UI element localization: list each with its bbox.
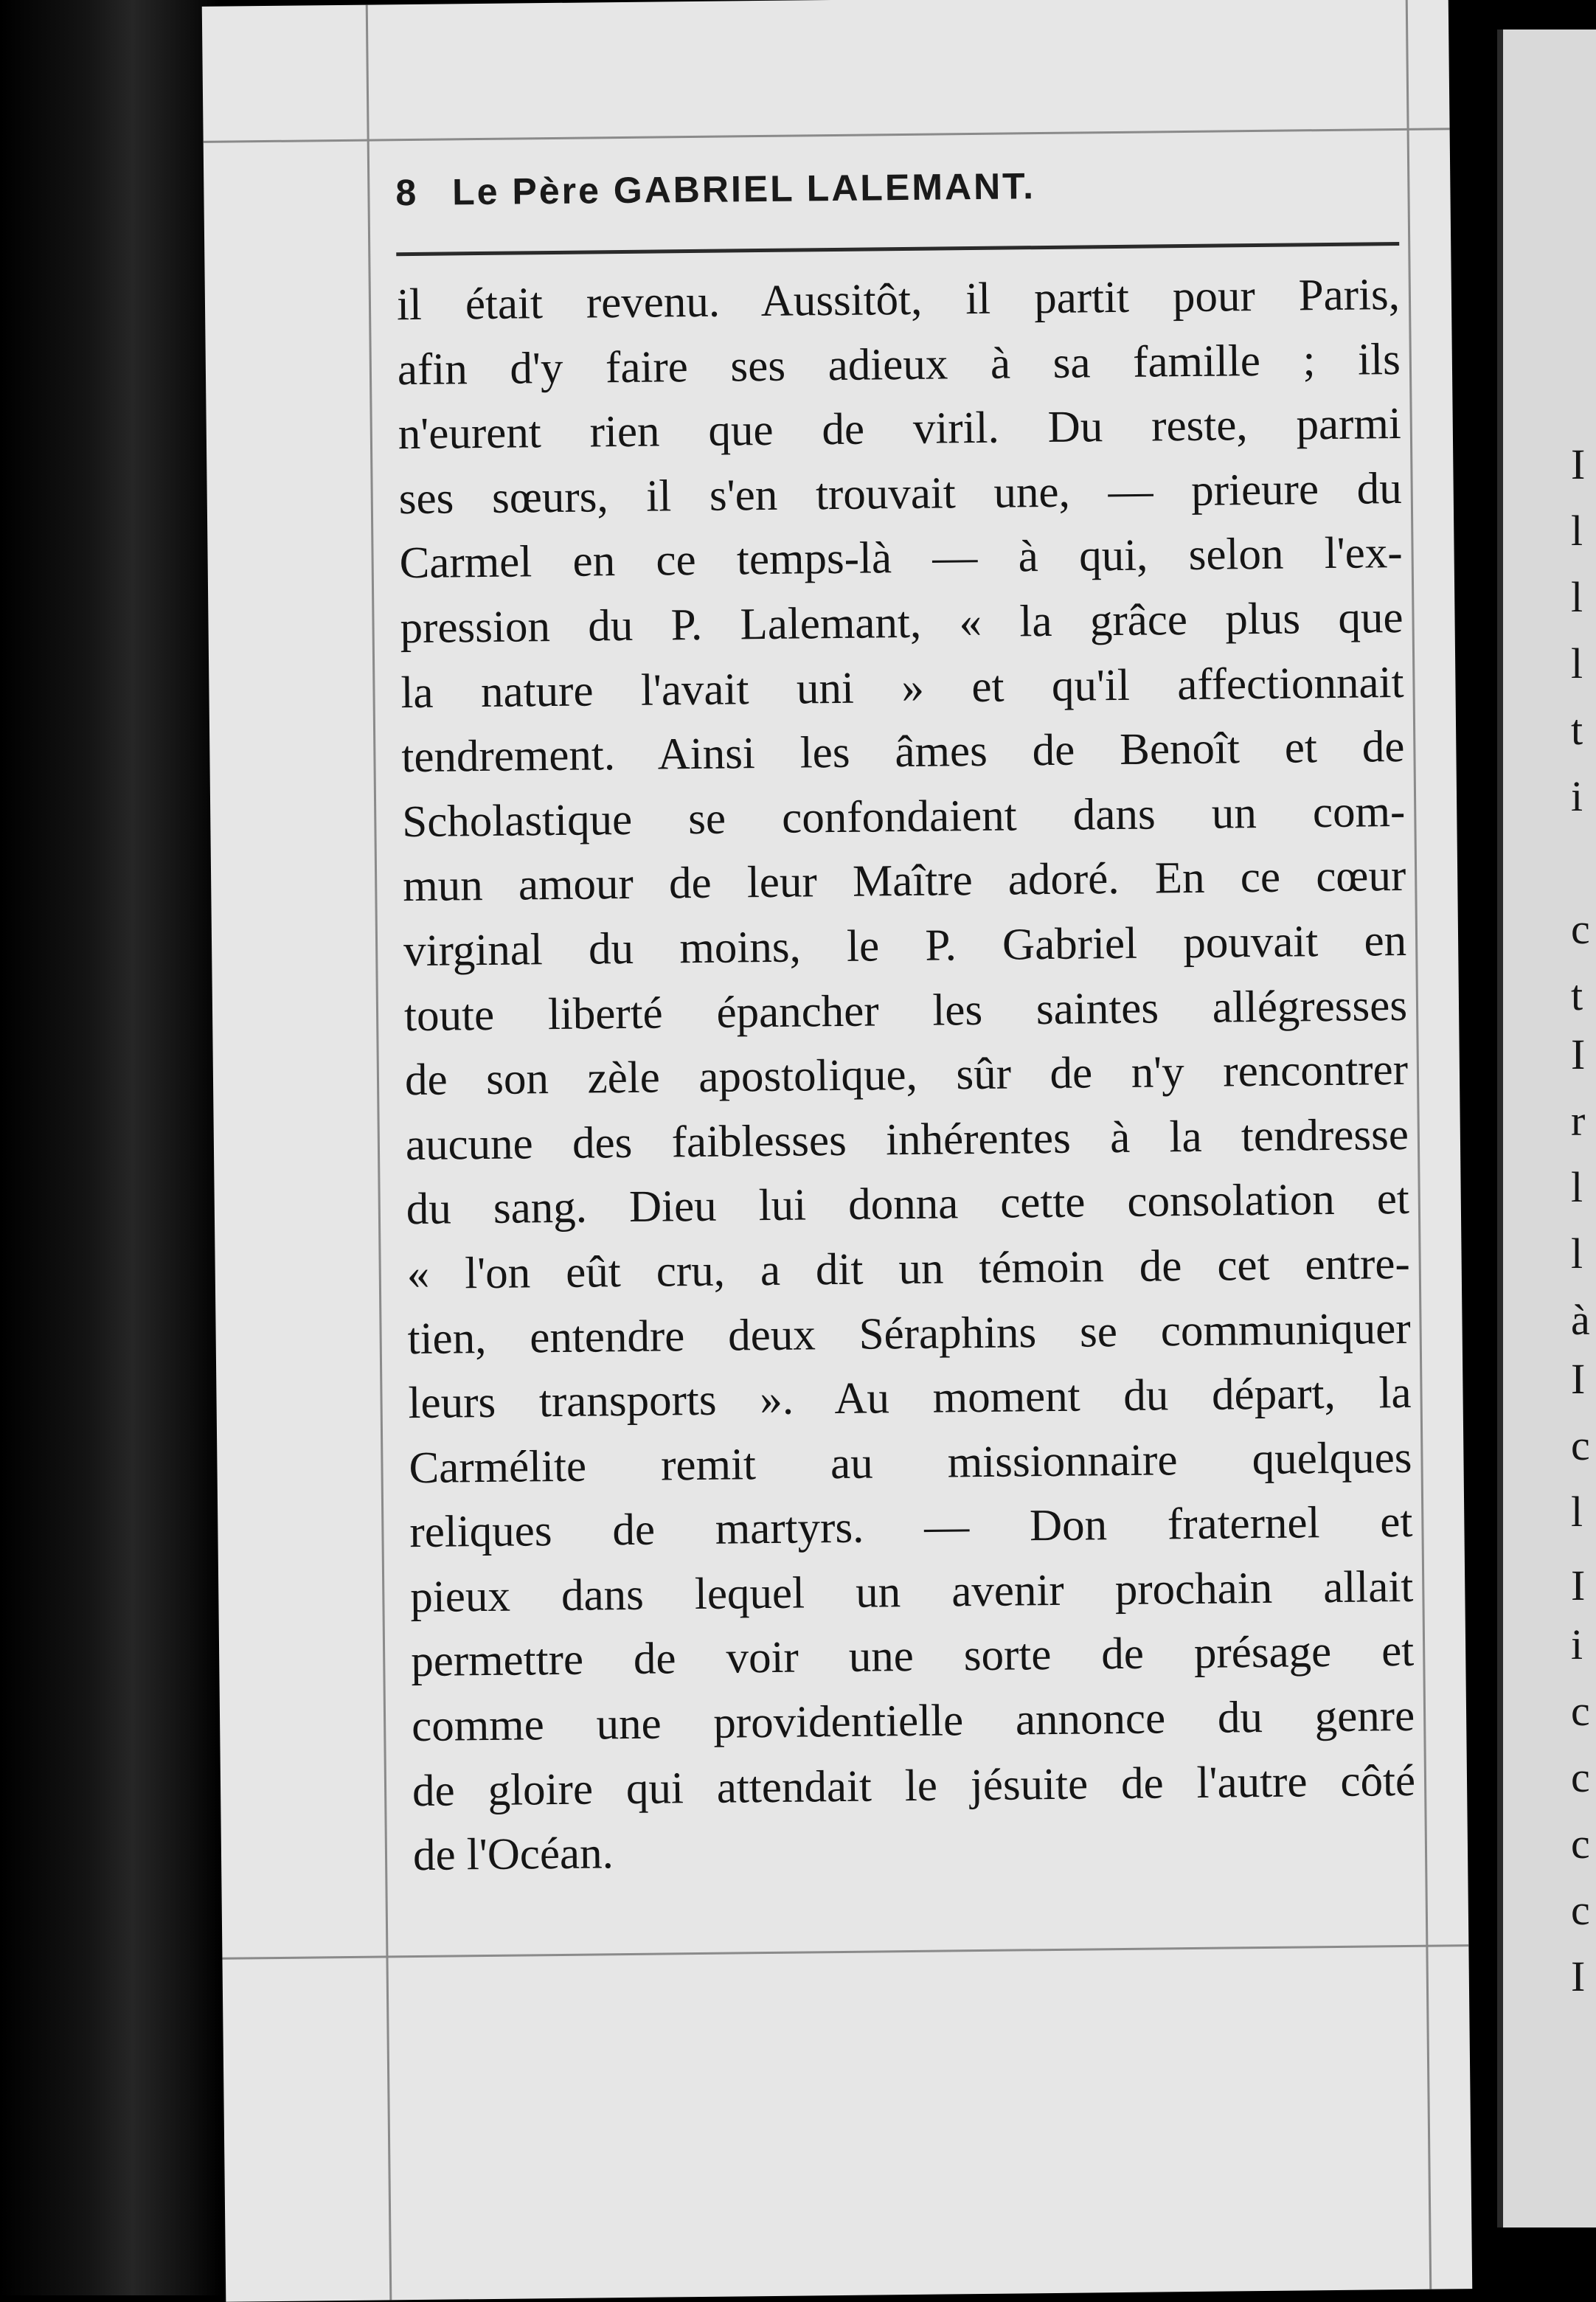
text-line: mun amour de leur Maître adoré. En ce cœur <box>402 851 1406 912</box>
text-line: reliques de martyrs. — Don fraternel et <box>409 1497 1413 1558</box>
text-line: Carmélite remit au missionnaire quelques <box>409 1432 1412 1493</box>
text-line: aucune des faiblesses inhérentes à la tendresse <box>405 1109 1409 1170</box>
facing-page-letter: c <box>1571 1820 1590 1868</box>
facing-page-letter: I <box>1571 1561 1586 1609</box>
facing-page-letter: l <box>1571 639 1583 687</box>
facing-page-letter: t <box>1571 971 1583 1019</box>
text-line: tien, entendre deux Séraphins se communiquer <box>407 1303 1411 1364</box>
facing-page-letter: I <box>1571 1030 1586 1078</box>
facing-page-letter: r <box>1571 1097 1586 1145</box>
facing-page-letter: I <box>1571 440 1586 488</box>
page-number: 8 <box>395 171 419 214</box>
text-line: toute liberté épancher les saintes allégresses <box>403 980 1408 1041</box>
text-line: Scholastique se confondaient dans un com- <box>401 786 1406 847</box>
text-line: de son zèle apostolique, sûr de n'y rencontrer <box>404 1045 1409 1106</box>
facing-page-letter: c <box>1571 1687 1590 1735</box>
facing-page-letter: l <box>1571 507 1583 555</box>
header-rule <box>396 242 1399 256</box>
facing-page-letter: i <box>1571 772 1583 820</box>
text-line: ses sœurs, il s'en trouvait une, — prieure du <box>398 463 1403 524</box>
text-line: « l'on eût cru, a dit un témoin de cet entre- <box>406 1238 1411 1300</box>
text-line: n'eurent rien que de viril. Du reste, parmi <box>398 399 1402 460</box>
frame-top-line <box>204 128 1450 143</box>
facing-page-letter: t <box>1571 706 1583 754</box>
facing-page-letter: l <box>1571 1163 1583 1211</box>
text-line: du sang. Dieu lui donna cette consolation et <box>406 1174 1410 1235</box>
text-line: leurs transports ». Au moment du départ, la <box>408 1367 1412 1429</box>
facing-page-gutter <box>1497 30 1503 2228</box>
text-line: comme une providentielle annonce du genre <box>411 1691 1415 1752</box>
text-line: Carmel en ce temps-là — à qui, selon l'ex- <box>399 528 1403 589</box>
book-binding <box>0 0 221 2295</box>
text-line: de gloire qui attendait le jésuite de l'autre côté <box>412 1755 1416 1816</box>
running-title: Le Père GABRIEL LALEMANT. <box>451 165 1036 213</box>
text-line: afin d'y faire ses adieux à sa famille ; ils <box>397 334 1401 395</box>
facing-page-letter: c <box>1571 1421 1590 1469</box>
book-page <box>202 0 1472 2302</box>
facing-page-letter: l <box>1571 573 1583 621</box>
facing-page-letter: c <box>1571 905 1590 953</box>
text-line: pression du P. Lalemant, « la grâce plus que <box>400 592 1404 653</box>
body-text <box>397 263 1417 1888</box>
text-line: permettre de voir une sorte de présage et <box>410 1626 1415 1687</box>
text-line: de l'Océan. <box>412 1828 614 1881</box>
facing-page-letter: I <box>1571 1952 1586 2000</box>
facing-page-letter: I <box>1571 1355 1586 1403</box>
facing-page-letter: c <box>1571 1886 1590 1934</box>
text-line: virginal du moins, le P. Gabriel pouvait en <box>403 915 1407 977</box>
facing-page-letter: i <box>1571 1620 1583 1668</box>
text-line: tendrement. Ainsi les âmes de Benoît et de <box>401 722 1405 783</box>
facing-page-edge <box>1497 30 1596 2228</box>
text-line: pieux dans lequel un avenir prochain allait <box>409 1561 1414 1622</box>
running-header <box>395 161 1421 238</box>
text-line: il était revenu. Aussitôt, il partit pour Paris, <box>396 269 1401 330</box>
frame-bottom-line <box>222 1944 1468 1960</box>
facing-page-letter: l <box>1571 1230 1583 1277</box>
facing-page-letter: à <box>1571 1296 1590 1344</box>
facing-page-letter: c <box>1571 1753 1590 1801</box>
facing-page-letter: l <box>1571 1488 1583 1536</box>
text-line: la nature l'avait uni » et qu'il affectionnait <box>400 657 1404 718</box>
